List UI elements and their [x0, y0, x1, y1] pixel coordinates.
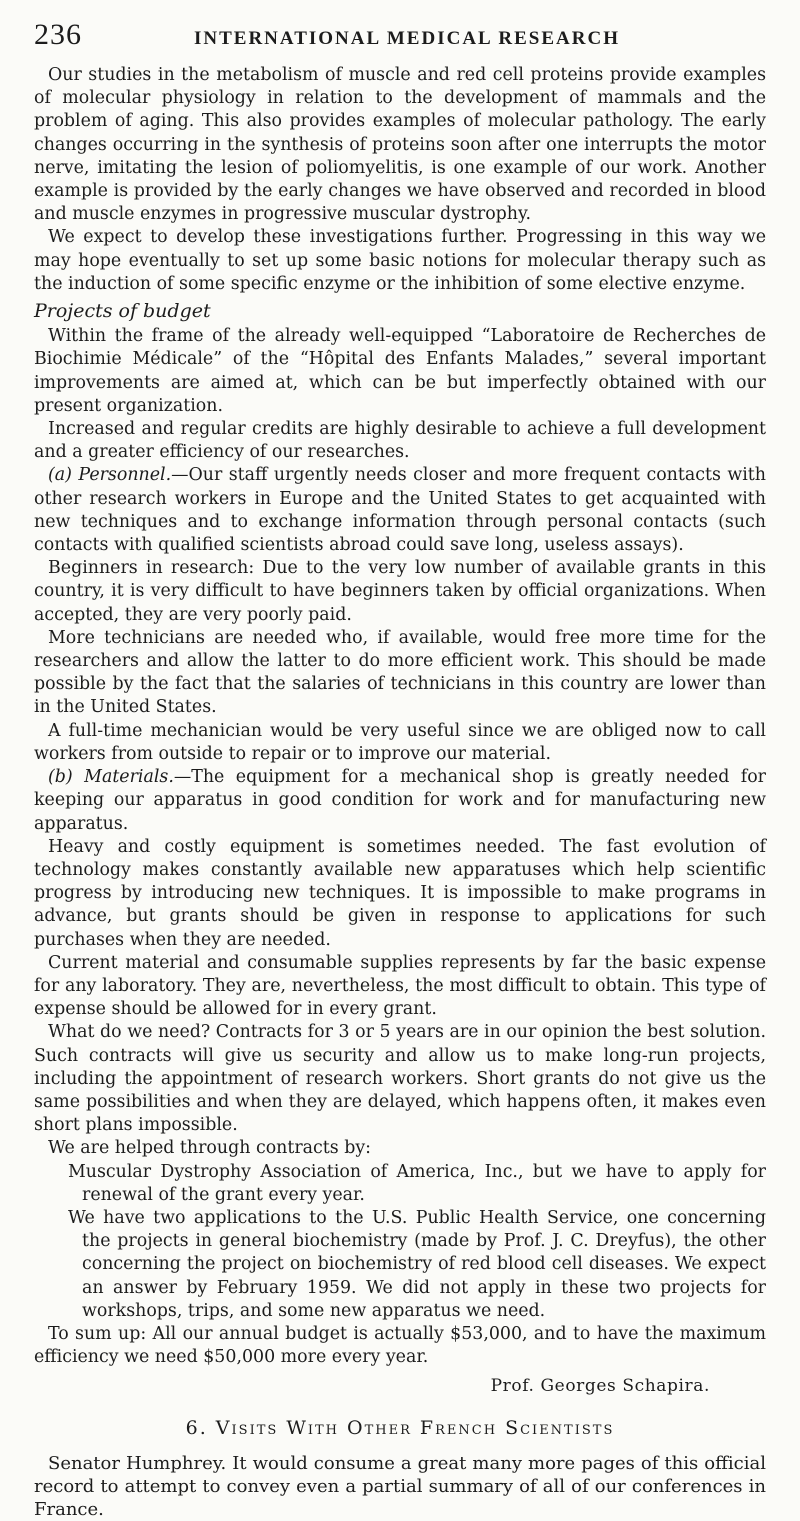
paragraph-materials	[34, 766, 766, 836]
body-text	[34, 64, 766, 1521]
page-header	[34, 18, 766, 64]
paragraph-personnel	[34, 464, 766, 557]
paragraph: Heavy and costly equipment is sometimes needed. The fast evolution of technology makes constantly available new apparatuses which help scientific progress by introducing new techniques. It is impossible to make programs in advance, but grants should be given in response to applications for such purchases when they are needed.	[34, 836, 766, 950]
sub-label-personnel: (a) Personnel.	[48, 465, 172, 486]
signature: Prof. Georges Schapira.	[490, 1376, 710, 1397]
paragraph: Senator Humphrey. It would consume a great many more pages of this official record to attempt to convey even a partial summary of all of our conferences in France.	[34, 1452, 766, 1520]
paragraph: Within the frame of the already well-equipped “Laboratoire de Recherches de Biochimie Médicale” of the “Hôpital des Enfants Malades,” several important improvements are aimed at, which can be but imperfectly obtained with our present organization.	[34, 326, 766, 416]
paragraph: To sum up: All our annual budget is actually $53,000, and to have the maximum efficiency we need $50,000 more every year.	[34, 1323, 766, 1368]
paragraph: Beginners in research: Due to the very low number of available grants in this country, it is very difficult to have beginners taken by official organizations. When accepted, they are very poorly paid.	[34, 558, 766, 625]
section-heading: 6. Visits With Other French Scientists	[185, 1416, 615, 1439]
materials-text: —The equipment for a mechanical shop is greatly needed for keeping our apparatus in good condition for work and for manufacturing new apparatus.	[34, 767, 766, 834]
personnel-text: —Our staff urgently needs closer and more frequent contacts with other research workers in Europe and the United States to get acquainted with new techniques and to exchange information through personal contacts (such contacts with qualified scientists abroad could save long, useless assays).	[34, 465, 767, 556]
paragraph: We are helped through contracts by:	[48, 1138, 372, 1159]
contracts-list	[34, 1161, 766, 1323]
running-head: INTERNATIONAL MEDICAL RESEARCH	[194, 28, 620, 49]
paragraph: Current material and consumable supplies represents by far the basic expense for any laboratory. They are, nevertheless, the most difficult to obtain. This type of expense should be allowed for in every grant.	[34, 952, 766, 1020]
paragraph: More technicians are needed who, if available, would free more time for the researchers and allow the latter to do more efficient work. This should be made possible by the fact that the salaries of technicians in this country are lower than in the United States.	[34, 627, 766, 718]
paragraph: A full-time mechanician would be very useful since we are obliged now to call workers from outside to repair or to improve our material.	[34, 720, 766, 764]
sub-label-materials: (b) Materials.	[48, 767, 174, 788]
list-item: We have two applications to the U.S. Public Health Service, one concerning the projects in general biochemistry (made by Prof. J. C. Dreyfus), the other concerning the project on biochemistry of red blood cell diseases. We expect an answer by February 1959. We did not apply in these two projects for workshops, trips, and some new apparatus we need.	[68, 1207, 766, 1321]
section-title: Projects of budget	[34, 300, 211, 323]
paragraph: Increased and regular credits are highly desirable to achieve a full development and a greater efficiency of our researches.	[34, 419, 766, 463]
paragraph: What do we need? Contracts for 3 or 5 years are in our opinion the best solution. Such contracts will give us security and allow us to make long-run projects, including the appointment of research workers. Short grants do not give us the same possibilities and when they are delayed, which happens often, it makes even short plans impossible.	[34, 1022, 766, 1136]
paragraph: Our studies in the metabolism of muscle and red cell proteins provide examples of molecular physiology in relation to the development of mammals and the problem of aging. This also provides examples of molecular pathology. The early changes occurring in the synthesis of proteins soon after one interrupts the motor nerve, imitating the lesion of poliomyelitis, is one example of our work. Another example is provided by the early changes we have observed and recorded in blood and muscle enzymes in progressive muscular dystrophy.	[34, 65, 766, 225]
list-item: Muscular Dystrophy Association of America, Inc., but we have to apply for renewal of the grant every year.	[68, 1161, 766, 1205]
paragraph: We expect to develop these investigations further. Progressing in this way we may hope eventually to set up some basic notions for molecular therapy such as the induction of some specific enzyme or the inhibition of some elective enzyme.	[34, 227, 766, 294]
page-number: 236	[34, 18, 82, 51]
